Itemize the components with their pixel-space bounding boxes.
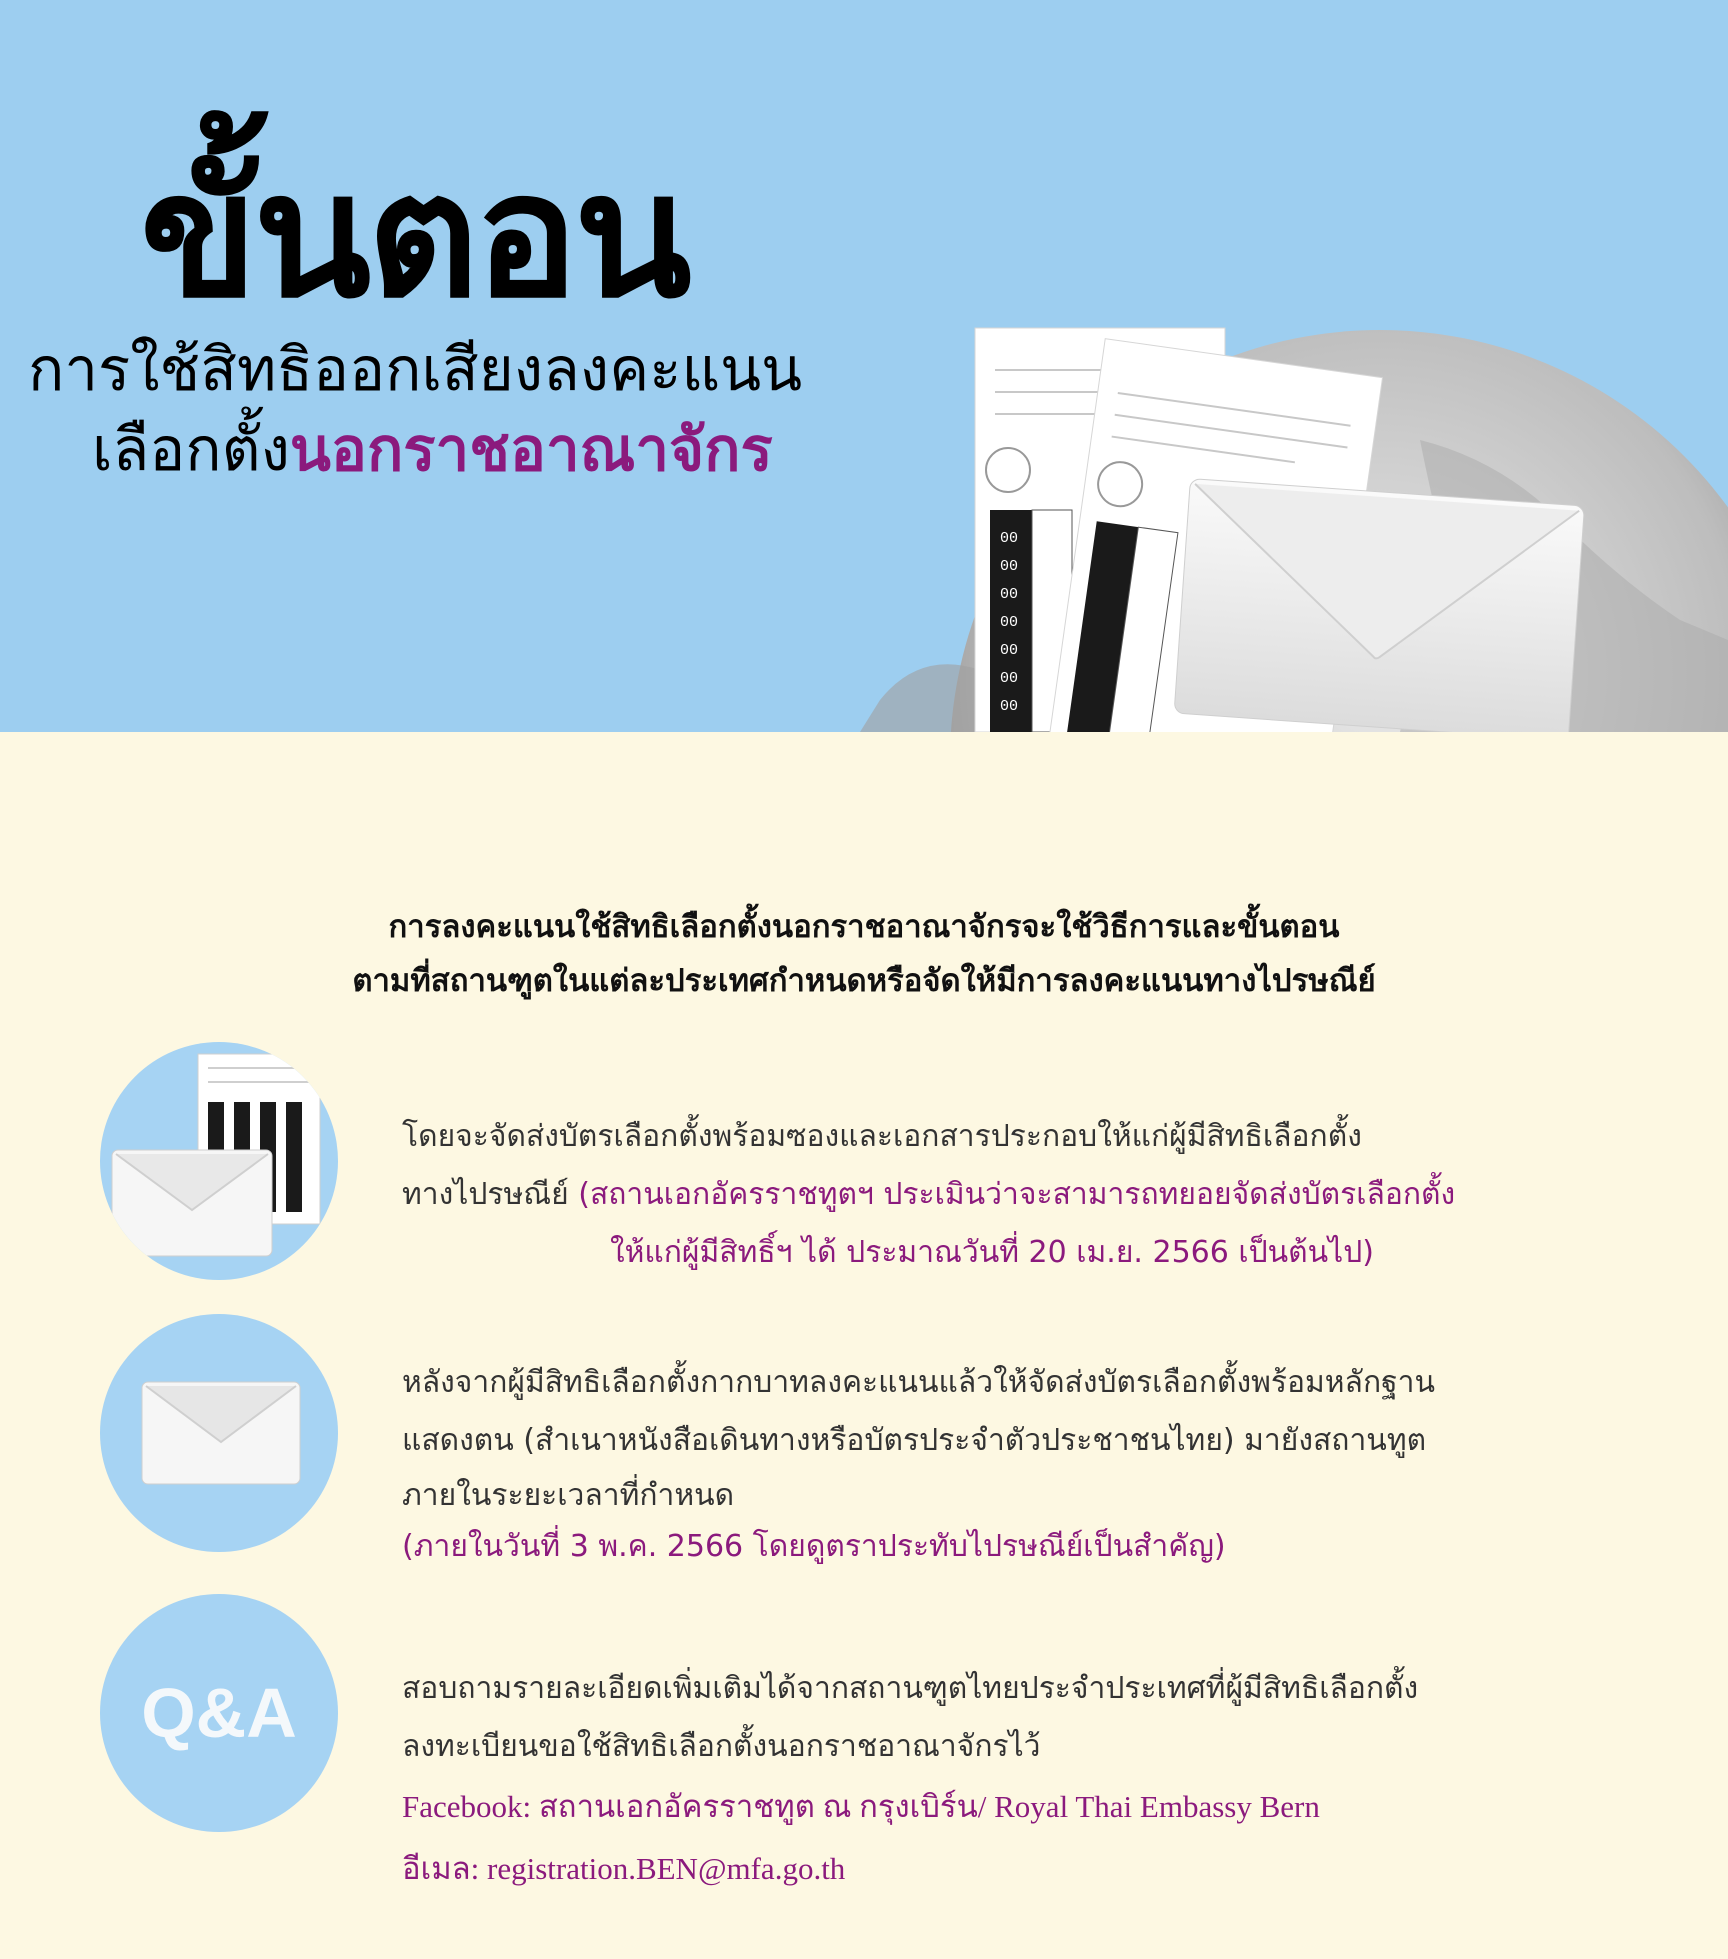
page-subtitle-line2 bbox=[92, 415, 773, 485]
step1-note-cont: ให้แก่ผู้มีสิทธิ์ฯ ได้ ประมาณวันที่ 20 เม.ย. 2566 เป็นต้นไป) bbox=[610, 1235, 1374, 1270]
subtitle-prefix: เลือกตั้ง bbox=[92, 415, 290, 485]
facebook-label: Facebook: bbox=[402, 1789, 532, 1824]
step1-line2 bbox=[402, 1166, 1702, 1224]
ballot-envelope-icon bbox=[100, 1042, 338, 1280]
step2-note: (ภายในวันที่ 3 พ.ค. 2566 โดยดูตราประทับไปรษณีย์เป็นสำคัญ) bbox=[402, 1529, 1226, 1564]
header-banner bbox=[0, 0, 1728, 732]
step1-text bbox=[402, 1108, 1702, 1282]
page-subtitle-line1: การใช้สิทธิออกเสียงลงคะแนน bbox=[28, 335, 803, 405]
email-link[interactable]: registration.BEN@mfa.go.th bbox=[479, 1851, 846, 1886]
page-title: ขั้นตอน bbox=[140, 135, 688, 336]
step2-line2: แสดงตน (สำเนาหนังสือเดินทางหรือบัตรประจำตัวประชาชนไทย) มายังสถานทูต bbox=[402, 1423, 1427, 1458]
ballot-globe-illustration bbox=[860, 320, 1728, 732]
step1-line1: โดยจะจัดส่งบัตรเลือกตั้งพร้อมซองและเอกสารประกอบให้แก่ผู้มีสิทธิเลือกตั้ง bbox=[402, 1119, 1362, 1154]
envelope-icon bbox=[100, 1314, 338, 1552]
intro-line1: การลงคะแนนใช้สิทธิเลือกตั้งนอกราชอาณาจักรจะใช้วิธีการและขั้นตอน bbox=[388, 909, 1340, 945]
step3-line1: สอบถามรายละเอียดเพิ่มเติมได้จากสถานฑูตไทยประจำประเทศที่ผู้มีสิทธิเลือกตั้ง bbox=[402, 1671, 1419, 1706]
step2-line3: ภายในระยะเวลาที่กำหนด bbox=[402, 1478, 735, 1513]
step2-icon-circle bbox=[100, 1314, 338, 1552]
content-area bbox=[0, 732, 1728, 1959]
step3-text bbox=[402, 1660, 1702, 1900]
qa-icon: Q&A bbox=[141, 1674, 297, 1752]
ballot-number: 00 bbox=[1000, 698, 1019, 715]
intro-text bbox=[0, 900, 1728, 1008]
step1-note: (สถานเอกอัครราชทูตฯ ประเมินว่าจะสามารถทยอยจัดส่งบัตรเลือกตั้ง bbox=[578, 1177, 1456, 1212]
step2-line1: หลังจากผู้มีสิทธิเลือกตั้งกากบาทลงคะแนนแล้วให้จัดส่งบัตรเลือกตั้งพร้อมหลักฐาน bbox=[402, 1365, 1436, 1400]
step1-icon-circle bbox=[100, 1042, 338, 1280]
step1-line2-prefix: ทางไปรษณีย์ bbox=[402, 1177, 579, 1212]
step3-icon-circle bbox=[100, 1594, 338, 1832]
ballot-number: 00 bbox=[1000, 558, 1019, 575]
ballot-number: 00 bbox=[1000, 614, 1019, 631]
facebook-link[interactable]: สถานเอกอัครราชทูต ณ กรุงเบิร์น/ Royal Thai Embassy Bern bbox=[531, 1789, 1320, 1824]
step2-text bbox=[402, 1354, 1702, 1572]
envelope-icon bbox=[1174, 479, 1584, 732]
facebook-contact bbox=[402, 1776, 1702, 1838]
step3-line2: ลงทะเบียนขอใช้สิทธิเลือกตั้งนอกราชอาณาจักรไว้ bbox=[402, 1729, 1041, 1764]
intro-line2: ตามที่สถานฑูตในแต่ละประเทศกำหนดหรือจัดให้มีการลงคะแนนทางไปรษณีย์ bbox=[352, 963, 1376, 999]
ballot-number: 00 bbox=[1000, 586, 1019, 603]
email-label: อีเมล: bbox=[402, 1851, 480, 1886]
ballot-number: 00 bbox=[1000, 530, 1019, 547]
subtitle-accent: นอกราชอาณาจักร bbox=[289, 415, 773, 485]
ballot-number: 00 bbox=[1000, 642, 1019, 659]
email-contact bbox=[402, 1838, 1702, 1900]
ballot-number: 00 bbox=[1000, 670, 1019, 687]
